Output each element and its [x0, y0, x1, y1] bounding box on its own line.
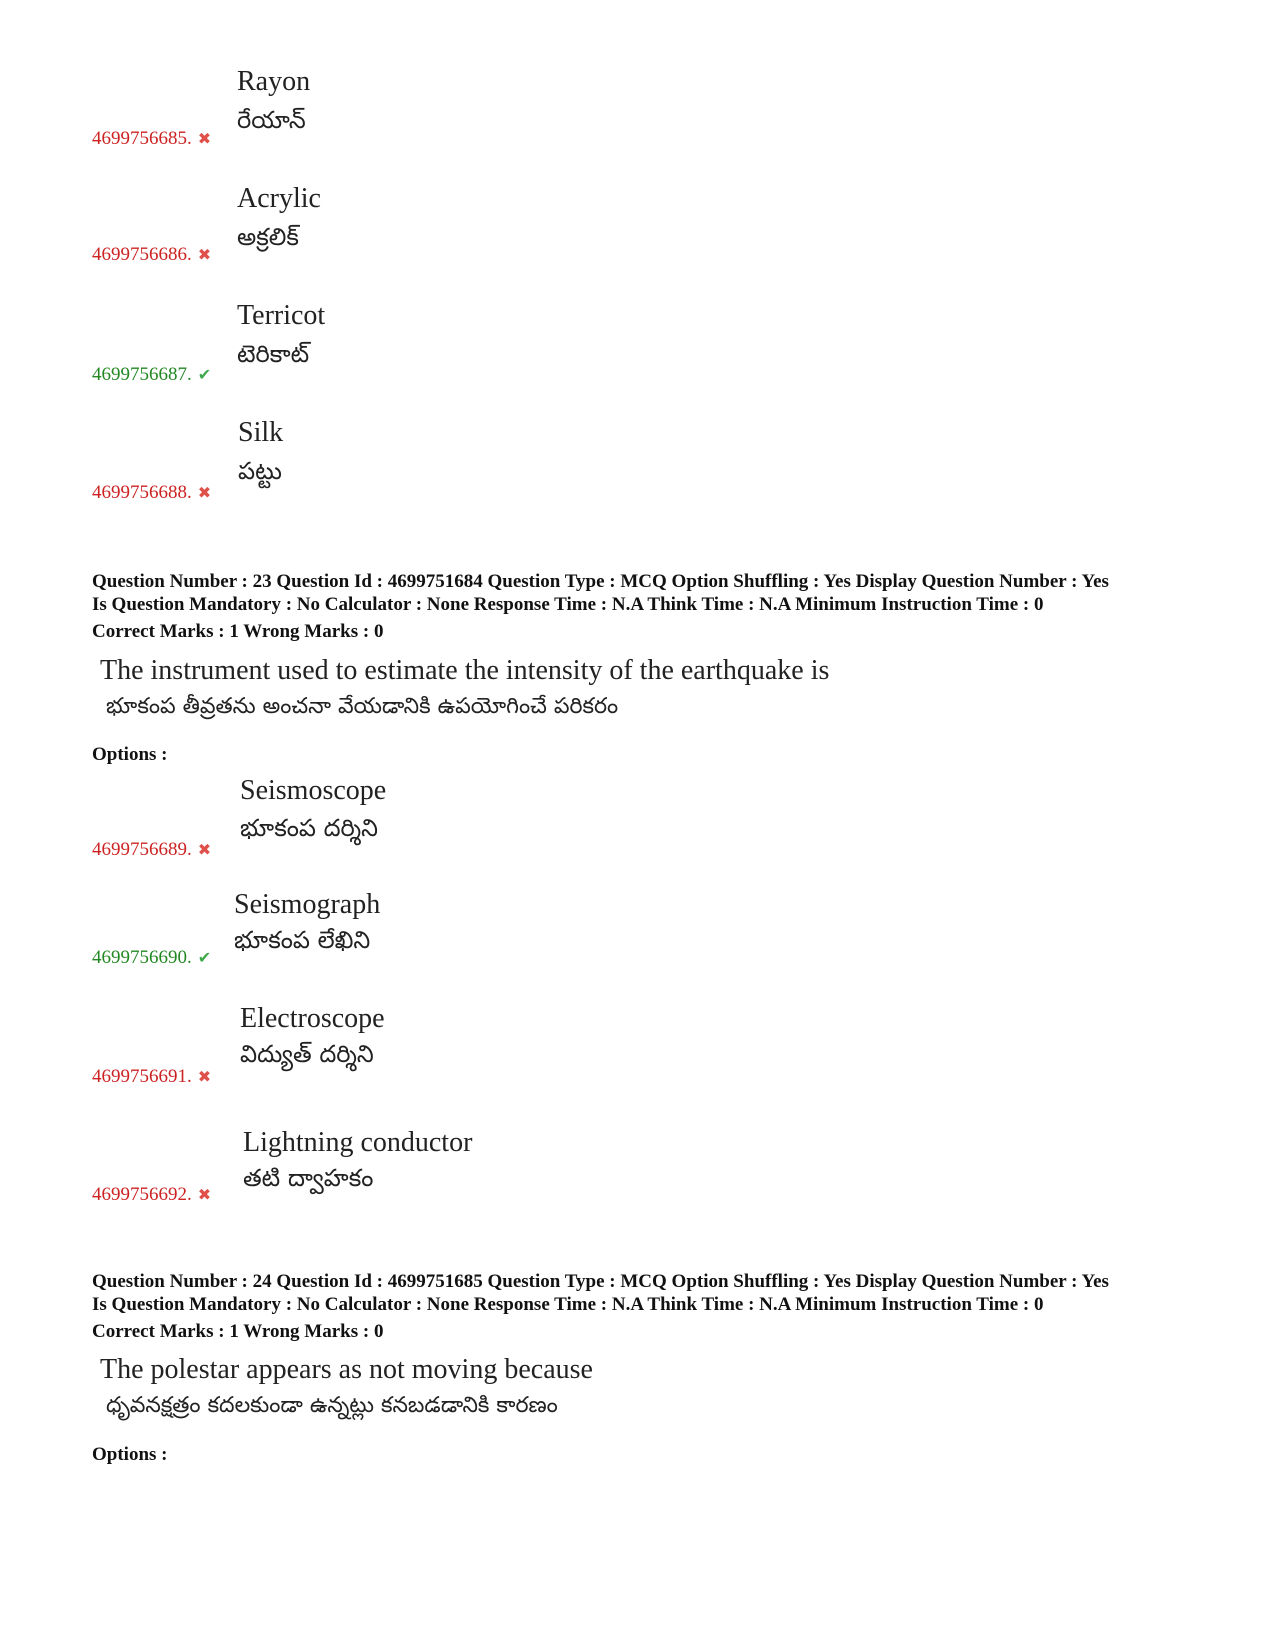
option-text-en: Seismograph — [234, 889, 381, 920]
option-id: 4699756689. ✖ — [92, 839, 212, 860]
option-text-en: Terricot — [237, 300, 326, 331]
question-meta-line2: Is Question Mandatory : No Calculator : None Response Time : N.A Think Time : N.A Minimum Instruction Time : 0 — [92, 1294, 1044, 1315]
cross-icon: ✖ — [197, 1067, 212, 1086]
option-text-en: Lightning conductor — [243, 1127, 473, 1158]
option-text-te: టెరికాట్ — [237, 340, 310, 368]
option-text-en: Silk — [238, 417, 284, 448]
option-text-te: విద్యుత్ దర్శిని — [240, 1040, 374, 1068]
question-meta-line1: Question Number : 24 Question Id : 4699751685 Question Type : MCQ Option Shuffling : Yes Display Question Number : Yes — [92, 1271, 1109, 1292]
option-id: 4699756692. ✖ — [92, 1184, 212, 1205]
question-text-en: The instrument used to estimate the intensity of the earthquake is — [100, 655, 830, 686]
question-meta-line1: Question Number : 23 Question Id : 4699751684 Question Type : MCQ Option Shuffling : Yes Display Question Number : Yes — [92, 571, 1109, 592]
option-text-en: Acrylic — [237, 183, 321, 214]
cross-icon: ✖ — [197, 483, 212, 502]
option-text-en: Seismoscope — [240, 775, 387, 806]
question-text-te: భూకంప తీవ్రతను అంచనా వేయడానికి ఉపయోగించే పరికరం — [106, 694, 619, 719]
check-icon: ✔ — [197, 948, 212, 967]
option-text-en: Rayon — [237, 66, 311, 97]
options-label: Options : — [92, 1444, 168, 1465]
option-id: 4699756686. ✖ — [92, 244, 212, 265]
option-text-te: పట్టు — [238, 457, 282, 485]
cross-icon: ✖ — [197, 1185, 212, 1204]
option-id: 4699756691. ✖ — [92, 1066, 212, 1087]
option-text-en: Electroscope — [240, 1003, 385, 1034]
option-text-te: అక్రలిక్ — [237, 223, 299, 251]
option-text-te: రేయాన్ — [237, 106, 306, 134]
option-id: 4699756685. ✖ — [92, 128, 212, 149]
cross-icon: ✖ — [197, 245, 212, 264]
question-meta-line2: Is Question Mandatory : No Calculator : None Response Time : N.A Think Time : N.A Minimum Instruction Time : 0 — [92, 594, 1044, 615]
check-icon: ✔ — [197, 365, 212, 384]
question-marks: Correct Marks : 1 Wrong Marks : 0 — [92, 621, 384, 642]
cross-icon: ✖ — [197, 129, 212, 148]
option-text-te: తటి ద్వాహకం — [243, 1164, 374, 1192]
option-id: 4699756688. ✖ — [92, 482, 212, 503]
question-text-te: ధృవనక్షత్రం కదలకుండా ఉన్నట్లు కనబడడానికి కారణం — [106, 1393, 558, 1418]
options-label: Options : — [92, 744, 168, 765]
option-text-te: భూకంప లేఖిని — [234, 926, 371, 954]
question-marks: Correct Marks : 1 Wrong Marks : 0 — [92, 1321, 384, 1342]
cross-icon: ✖ — [197, 840, 212, 859]
question-text-en: The polestar appears as not moving because — [100, 1354, 593, 1385]
option-id: 4699756687. ✔ — [92, 364, 212, 385]
option-id: 4699756690. ✔ — [92, 947, 212, 968]
option-text-te: భూకంప దర్శిని — [240, 814, 379, 842]
